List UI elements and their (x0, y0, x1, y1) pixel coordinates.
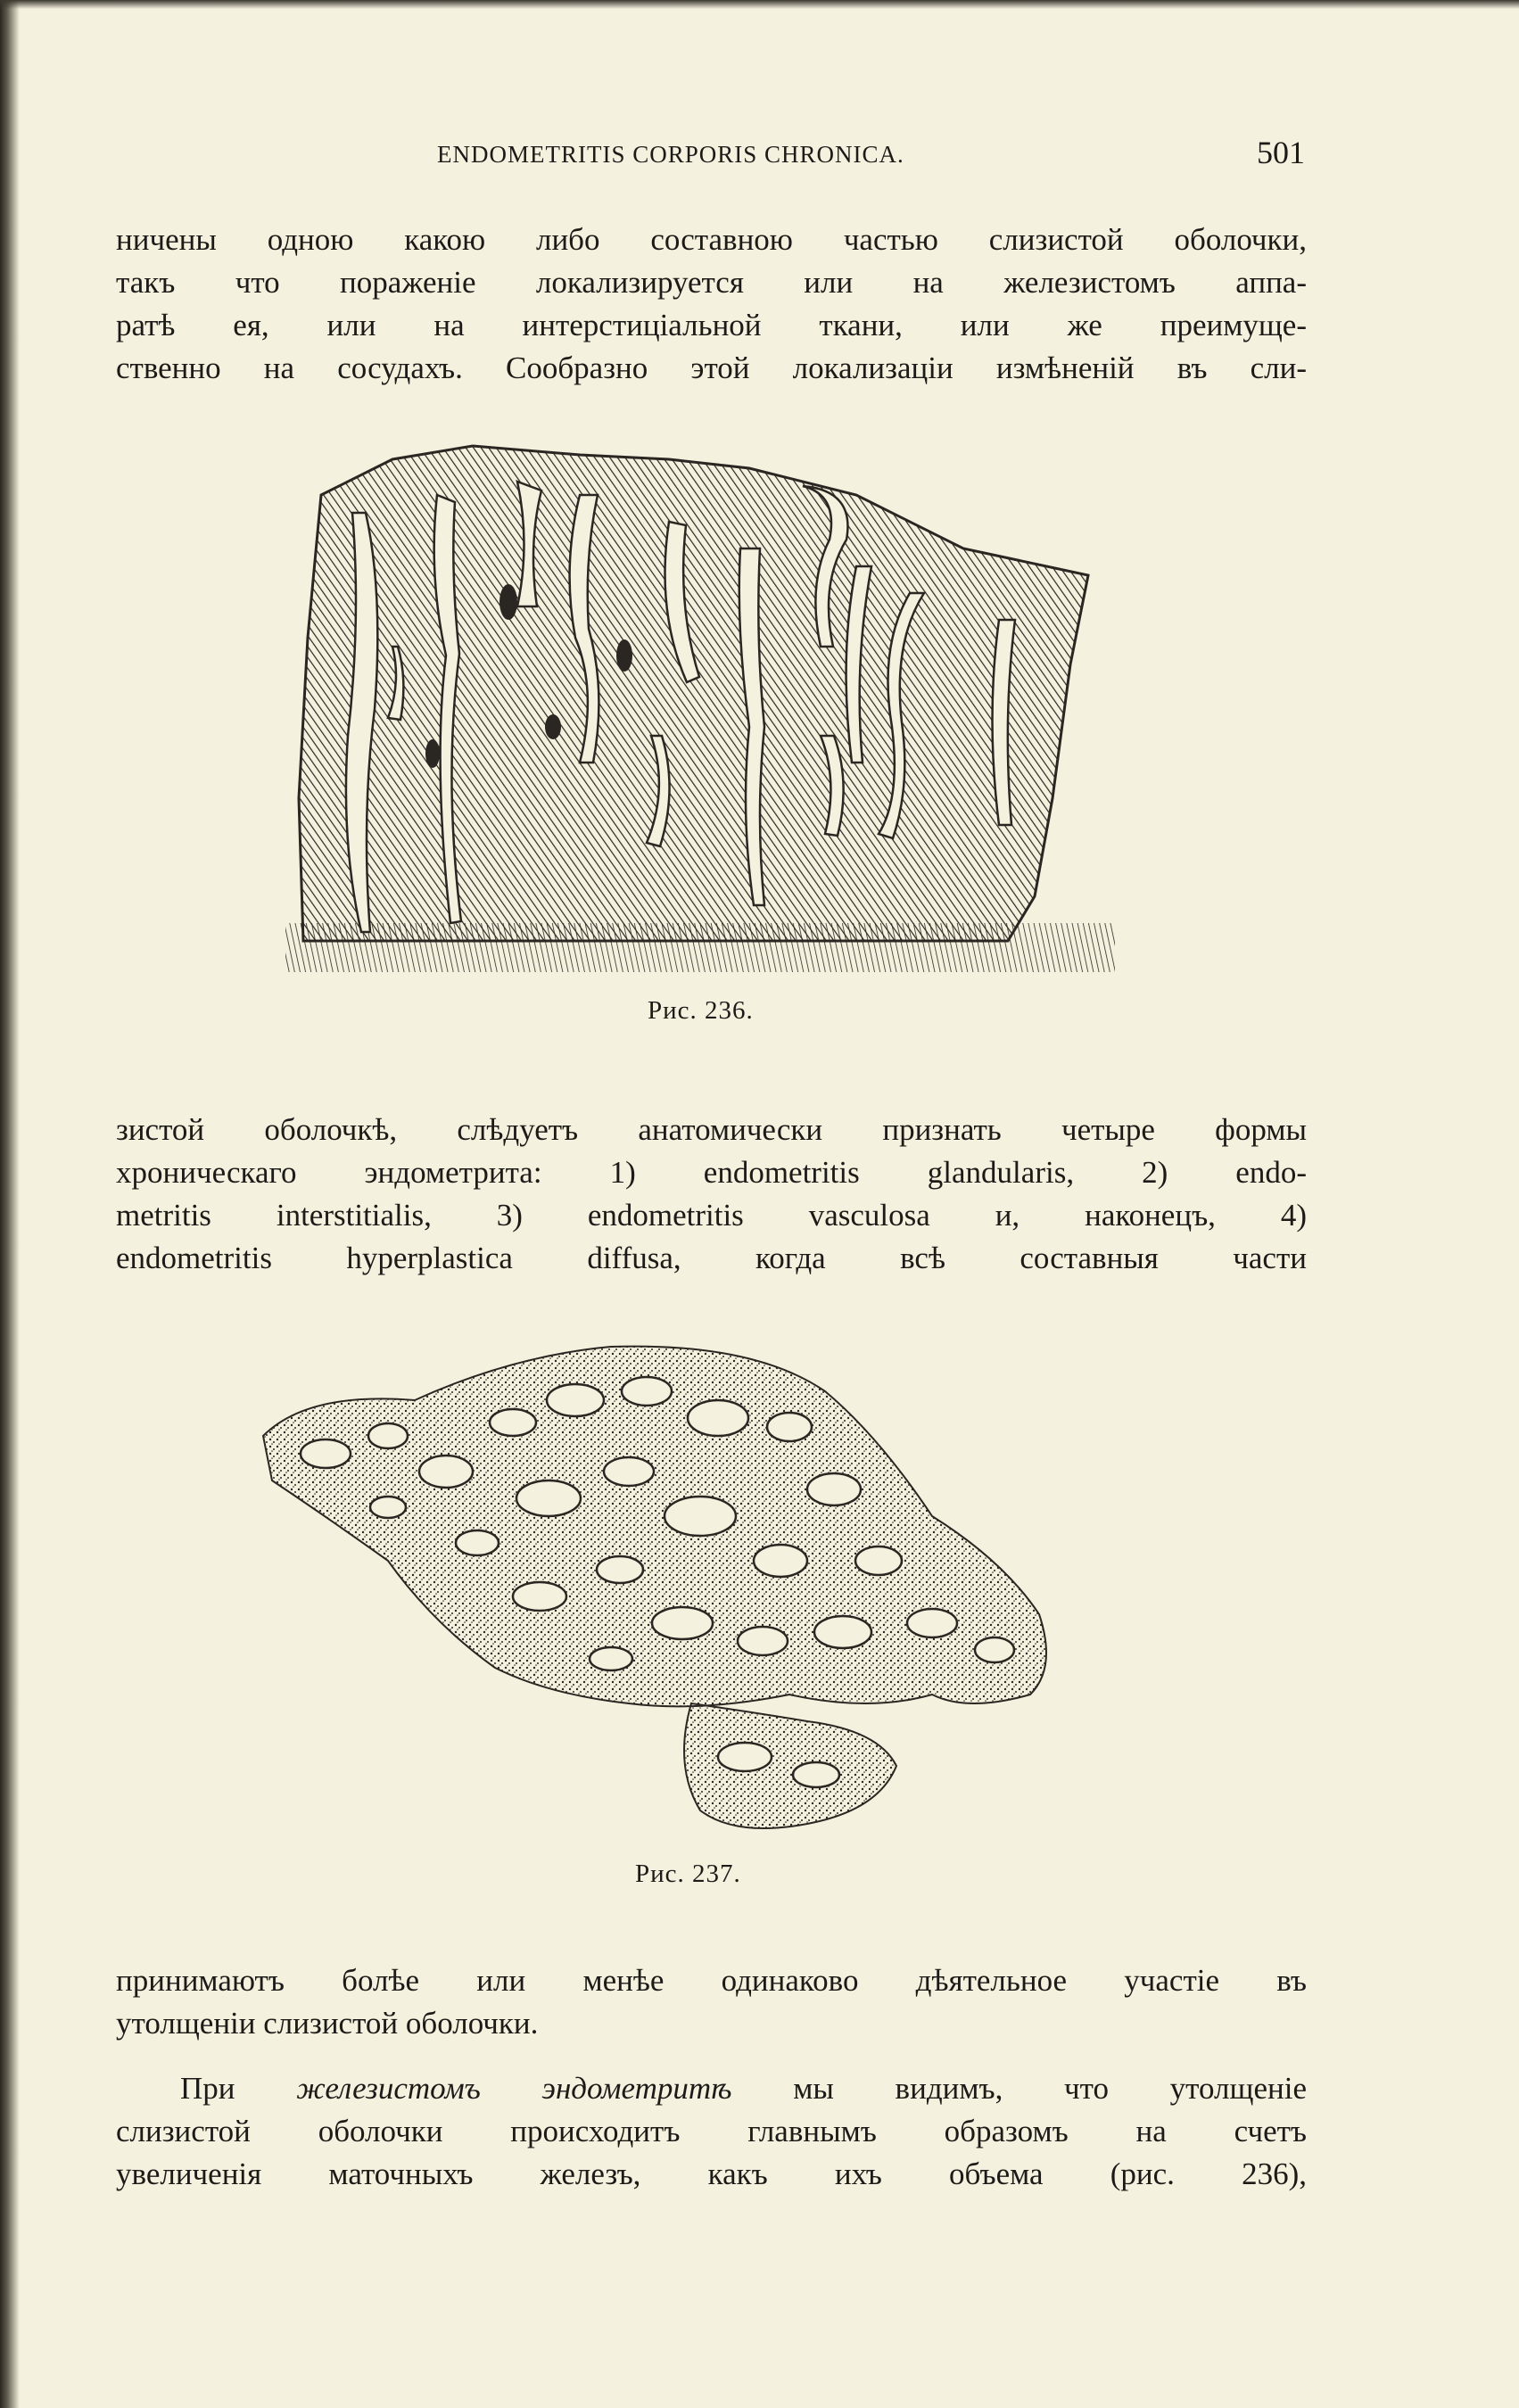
text-line: слизистой оболочки происходитъ главнымъ образомъ на счетъ (116, 2114, 1307, 2148)
text-line: такъ что пораженіе локализируется или на железистомъ аппа- (116, 265, 1307, 300)
figure-236-illustration (285, 441, 1133, 977)
italic-term: железистомъ эндометритѣ (296, 2071, 732, 2106)
running-head: ENDOMETRITIS CORPORIS CHRONICA. (437, 141, 904, 168)
page-number: 501 (1257, 135, 1305, 170)
paragraph-3 (116, 1959, 1307, 2045)
text-line: endometritis hyperplastica diffusa, когда всѣ составныя части (116, 1241, 1307, 1275)
text-line: увеличенія маточныхъ железъ, какъ ихъ объема (рис. 236), (116, 2156, 1307, 2191)
text-line: ственно на сосудахъ. Сообразно этой локализаціи измѣненій въ сли- (116, 350, 1307, 385)
text-run: мы видимъ, что утолщеніе (731, 2071, 1307, 2106)
text-line: ратѣ ея, или на интерстиціальной ткани, или же преимуще- (116, 308, 1307, 342)
figure-236-caption: Рис. 236. (648, 996, 754, 1025)
text-line (116, 2067, 1307, 2110)
page-top-shadow (0, 0, 1519, 9)
text-line: metritis interstitialis, 3) endometritis vasculosa и, наконецъ, 4) (116, 1198, 1307, 1233)
text-line: принимаютъ болѣе или менѣе одинаково дѣятельное участіе въ (116, 1963, 1307, 1998)
text-run: При (180, 2071, 297, 2106)
paragraph-2 (116, 1109, 1307, 1280)
paragraph-4 (116, 2067, 1307, 2196)
text-line: утолщеніи слизистой оболочки. (116, 2006, 539, 2041)
text-line: ничены одною какою либо составною частью слизистой оболочки, (116, 222, 1307, 257)
figure-237-illustration (254, 1338, 1137, 1846)
text-line: зистой оболочкѣ, слѣдуетъ анатомически признать четыре формы (116, 1112, 1307, 1147)
figure-237-caption: Рис. 237. (635, 1860, 741, 1888)
page-edge-shadow (0, 0, 20, 2408)
paragraph-1 (116, 219, 1307, 390)
text-line: хроническаго эндометрита: 1) endometritis glandularis, 2) endo- (116, 1155, 1307, 1190)
